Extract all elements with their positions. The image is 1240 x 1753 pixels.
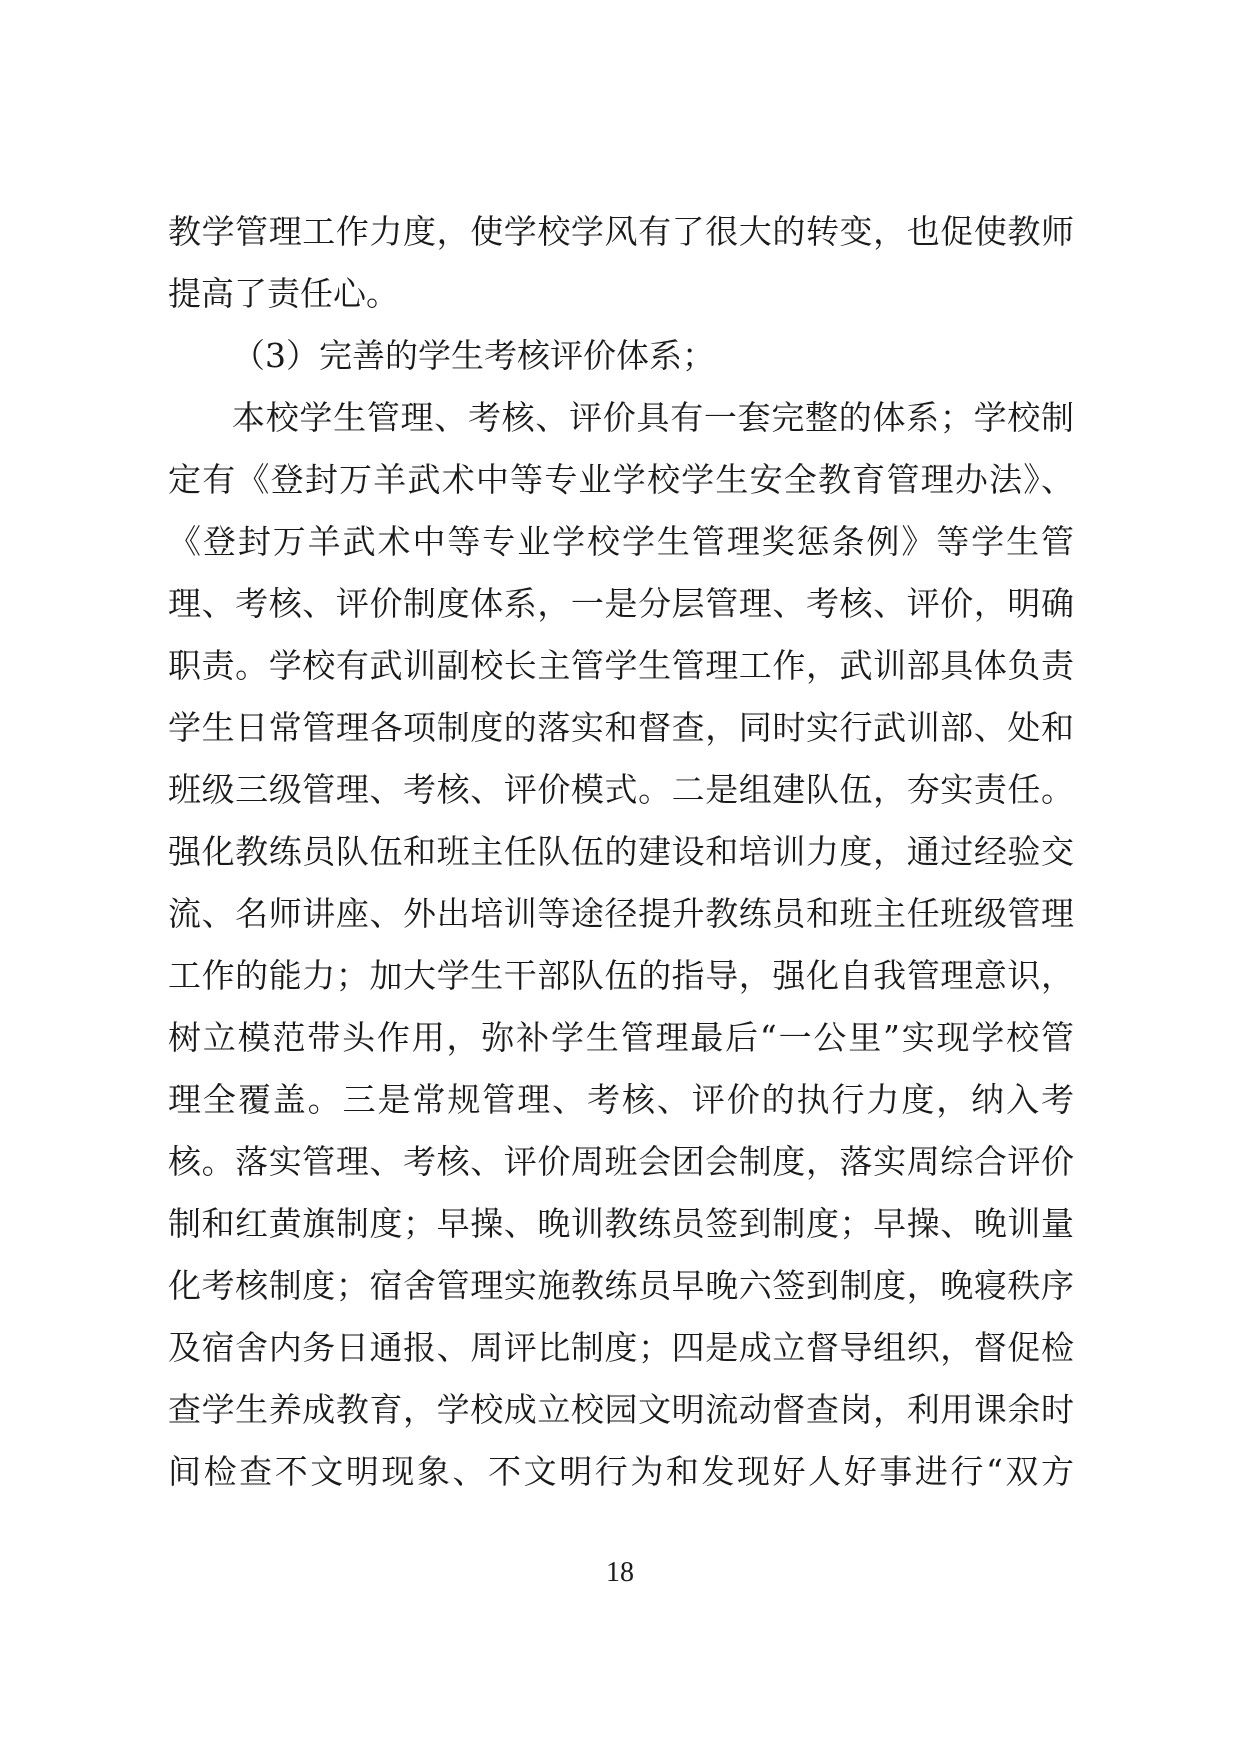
- body-text-line: 查学生养成教育，学校成立校园文明流动督查岗，利用课余时: [168, 1390, 1074, 1429]
- body-text-line: 职责。学校有武训副校长主管学生管理工作，武训部具体负责: [168, 646, 1074, 685]
- body-text-line: 提高了责任心。: [168, 274, 399, 313]
- body-text-line: 理、考核、评价制度体系，一是分层管理、考核、评价，明确: [168, 584, 1074, 623]
- paragraph-first-line: 本校学生管理、考核、评价具有一套完整的体系；学校制: [232, 398, 1074, 437]
- body-text-line: 及宿舍内务日通报、周评比制度；四是成立督导组织，督促检: [168, 1328, 1074, 1367]
- body-text-line: 间检查不文明现象、不文明行为和发现好人好事进行“双方: [168, 1452, 1074, 1491]
- page-number: 18: [606, 1557, 634, 1588]
- body-text-line: 学生日常管理各项制度的落实和督查，同时实行武训部、处和: [168, 708, 1074, 747]
- body-text-line: 《登封万羊武术中等专业学校学生管理奖惩条例》等学生管: [168, 522, 1074, 561]
- body-text-line: 流、名师讲座、外出培训等途径提升教练员和班主任班级管理: [168, 894, 1074, 933]
- body-text-line: 工作的能力；加大学生干部队伍的指导，强化自我管理意识，: [168, 956, 1074, 995]
- body-text-line: 化考核制度；宿舍管理实施教练员早晚六签到制度，晚寝秩序: [168, 1266, 1074, 1305]
- body-text-line: 理全覆盖。三是常规管理、考核、评价的执行力度，纳入考: [168, 1080, 1074, 1119]
- body-text-line: 制和红黄旗制度；早操、晚训教练员签到制度；早操、晚训量: [168, 1204, 1074, 1243]
- body-text-line: 定有《登封万羊武术中等专业学校学生安全教育管理办法》、: [168, 460, 1074, 499]
- section-heading: （3）完善的学生考核评价体系；: [232, 336, 715, 375]
- body-text-line: 教学管理工作力度，使学校学风有了很大的转变，也促使教师: [168, 212, 1074, 251]
- body-text-line: 强化教练员队伍和班主任队伍的建设和培训力度，通过经验交: [168, 832, 1074, 871]
- body-text-line: 树立模范带头作用，弥补学生管理最后“一公里”实现学校管: [168, 1018, 1074, 1057]
- body-text-line: 班级三级管理、考核、评价模式。二是组建队伍，夯实责任。: [168, 770, 1074, 809]
- body-text-line: 核。落实管理、考核、评价周班会团会制度，落实周综合评价: [168, 1142, 1074, 1181]
